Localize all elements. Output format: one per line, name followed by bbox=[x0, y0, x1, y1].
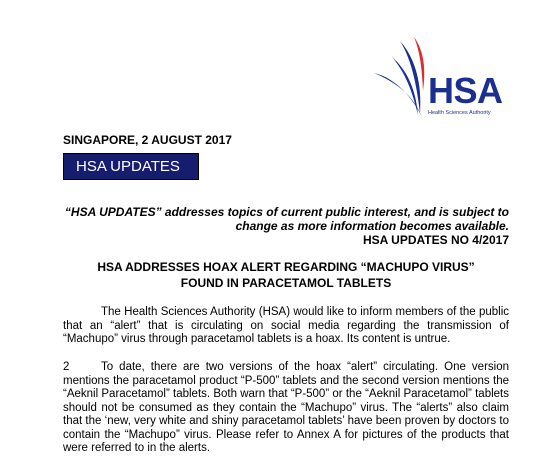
hsa-logo-text: HSA bbox=[428, 70, 503, 111]
paragraph-2 bbox=[63, 361, 509, 456]
dateline: SINGAPORE, 2 AUGUST 2017 bbox=[63, 133, 232, 147]
hsa-logo-subtitle: Health Sciences Authority bbox=[428, 110, 491, 116]
hsa-updates-banner: HSA UPDATES bbox=[63, 153, 199, 180]
paragraph-2-number: 2 bbox=[63, 361, 70, 373]
disclaimer-line1: “HSA UPDATES” addresses topics of current public interest, and is subject to bbox=[64, 205, 509, 219]
headline-line2: FOUND IN PARACETAMOL TABLETS bbox=[180, 276, 392, 290]
paragraph-2-text: To date, there are two versions of the hoax “alert” circulating. One version mentions the paracetamol product “P-500” tablets and the second version mentions the “Aeknil Paracetamol” tablets. Both warn that “P-500” or the “Aeknil Paracetamol” tablets should not be consumed as they contain the “Machupo” virus. The “alerts” also claim that the ‘new, very white and shiny paracetamol tablets’ have been proven by doctors to contain the “Machupo” virus. Please refer to Annex A for pictures of the products that were referred to in the alerts. bbox=[63, 361, 509, 454]
headline-line1: HSA ADDRESSES HOAX ALERT REGARDING “MACHUPO VIRUS” bbox=[97, 260, 475, 274]
disclaimer bbox=[63, 205, 509, 247]
hsa-logo bbox=[370, 35, 520, 120]
headline bbox=[63, 259, 509, 291]
disclaimer-line2: change as more information becomes available. bbox=[235, 219, 509, 233]
paragraph-1: The Health Sciences Authority (HSA) would like to inform members of the public that an “alert” that is circulating on social media regarding the transmission of “Machupo” virus through paracetamol tablets is a hoax. Its content is untrue. bbox=[63, 306, 509, 345]
updates-number: HSA UPDATES NO 4/2017 bbox=[362, 233, 509, 247]
